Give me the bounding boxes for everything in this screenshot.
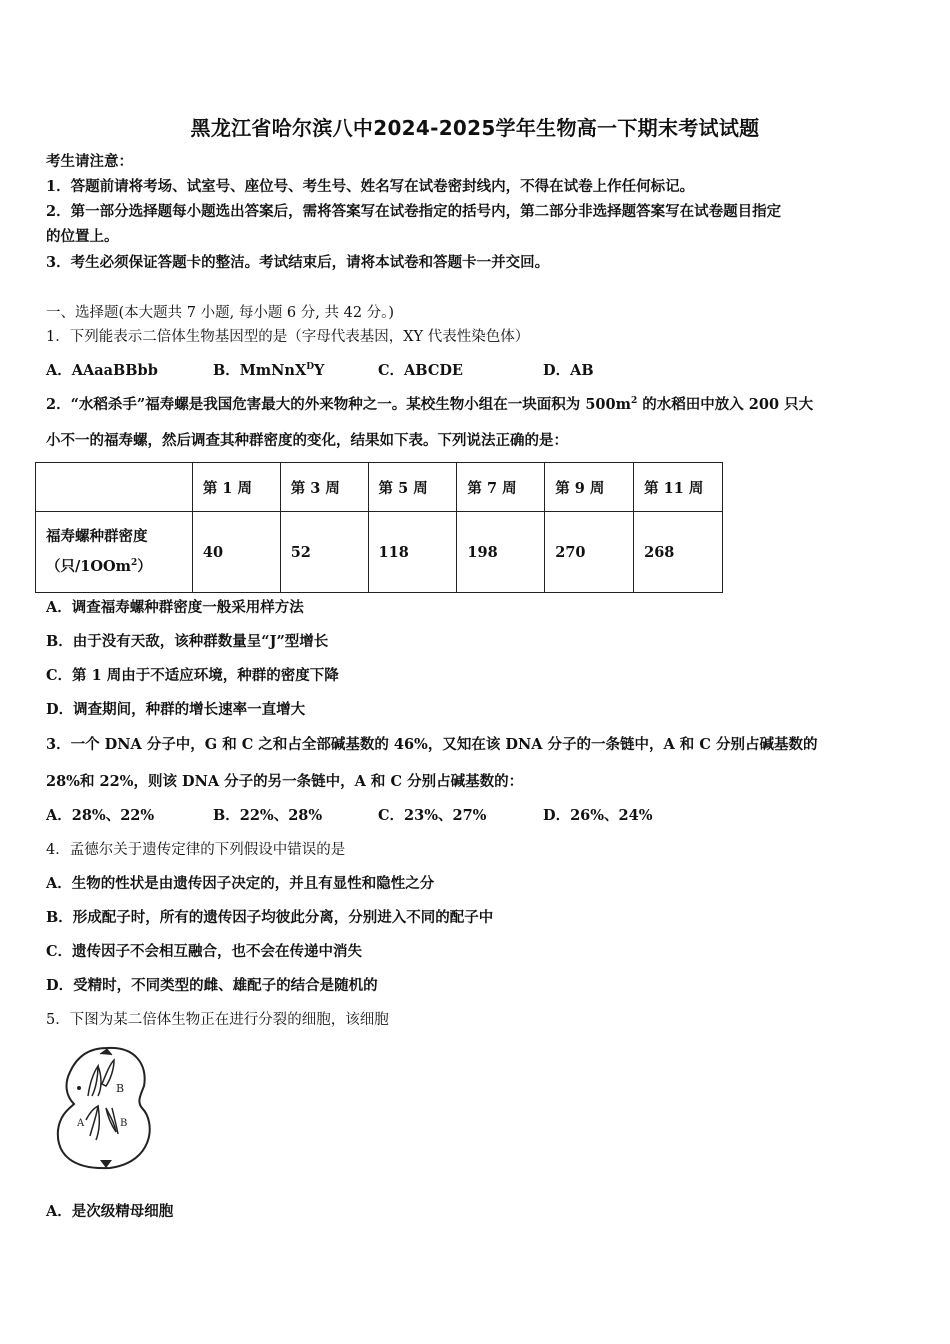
chromosome-upper-right xyxy=(102,1060,114,1086)
table-cell: 270 xyxy=(545,512,634,593)
q1-option-c: C．ABCDE xyxy=(378,362,463,379)
q3-option-d: D．26%、24% xyxy=(543,807,653,824)
q1-option-a: A．AAaaBBbb xyxy=(46,362,158,379)
table-header-cell: 第 5 周 xyxy=(368,463,457,512)
q5-stem: 5．下图为某二倍体生物正在进行分裂的细胞，该细胞 xyxy=(46,1012,389,1028)
table-header-cell: 第 11 周 xyxy=(634,463,723,512)
notice-item-3: 3．考生必须保证答题卡的整洁。考试结束后，请将本试卷和答题卡一并交回。 xyxy=(46,254,550,271)
table-header-cell: 第 3 周 xyxy=(280,463,368,512)
q4-stem: 4．孟德尔关于遗传定律的下列假设中错误的是 xyxy=(46,842,346,858)
spindle-pole-bottom xyxy=(100,1160,112,1168)
table-cell: 198 xyxy=(457,512,545,593)
table-header-cell: 第 1 周 xyxy=(192,463,280,512)
q2-option-c: C．第 1 周由于不适应环境，种群的密度下降 xyxy=(46,667,339,684)
q4-option-c: C．遗传因子不会相互融合，也不会在传递中消失 xyxy=(46,943,363,960)
table-row xyxy=(36,512,723,593)
table-cell: 268 xyxy=(634,512,723,593)
table-cell: 52 xyxy=(280,512,368,593)
q1-option-d: D．AB xyxy=(543,362,594,379)
q4-option-b: B．形成配子时，所有的遗传因子均彼此分离，分别进入不同的配子中 xyxy=(46,909,494,926)
q2-option-d: D．调查期间，种群的增长速率一直增大 xyxy=(46,701,306,718)
dividing-cell-figure xyxy=(52,1042,164,1174)
q5-option-a: A．是次级精母细胞 xyxy=(46,1203,174,1220)
section-heading: 一、选择题(本大题共 7 小题, 每小题 6 分, 共 42 分。) xyxy=(46,305,395,321)
q3-option-c: C．23%、27% xyxy=(378,807,487,824)
q3-option-b: B．22%、28% xyxy=(213,807,323,824)
population-density-table xyxy=(35,462,723,593)
chromosome-upper-left xyxy=(88,1066,98,1096)
table-corner-cell xyxy=(36,463,193,512)
q4-option-a: A．生物的性状是由遗传因子决定的，并且有显性和隐性之分 xyxy=(46,875,435,892)
table-header-cell: 第 7 周 xyxy=(457,463,545,512)
page-title: 黑龙江省哈尔滨八中2024-2025学年生物高一下期末考试试题 xyxy=(190,116,760,140)
q2-option-b: B．由于没有天敌，该种群数量呈“J”型增长 xyxy=(46,633,329,650)
table-header-row xyxy=(36,463,723,512)
table-header-cell: 第 9 周 xyxy=(545,463,634,512)
q3-stem-line-1: 3．一个 DNA 分子中，G 和 C 之和占全部碱基数的 46%，又知在该 DNA 分子的一条链中，A 和 C 分别占碱基数的 xyxy=(46,736,818,753)
table-cell: 118 xyxy=(368,512,457,593)
centriole-dot xyxy=(77,1086,81,1090)
q3-stem-line-2: 28%和 22%，则该 DNA 分子的另一条链中，A 和 C 分别占碱基数的： xyxy=(46,773,524,790)
notice-heading: 考生请注意： xyxy=(46,153,133,170)
table-cell: 40 xyxy=(192,512,280,593)
q2-option-a: A．调查福寿螺种群密度一般采用样方法 xyxy=(46,599,304,616)
q1-stem: 1．下列能表示二倍体生物基因型的是（字母代表基因，XY 代表性染色体） xyxy=(46,329,530,345)
cell-membrane xyxy=(58,1048,150,1168)
q1-option-b: B．MmNnX$^D$Y xyxy=(213,362,325,379)
notice-item-1: 1．答题前请将考场、试室号、座位号、考生号、姓名写在试卷密封线内，不得在试卷上作任何标记。 xyxy=(46,178,695,195)
gene-label-b-bottom: B xyxy=(120,1118,128,1129)
q3-option-a: A．28%、22% xyxy=(46,807,155,824)
gene-label-b-top: B xyxy=(116,1082,125,1095)
spindle-pole-top xyxy=(100,1049,112,1055)
chromosome-lower-left xyxy=(86,1106,98,1136)
q2-stem-line-1: 2．“水稻杀手”福寿螺是我国危害最大的外来物种之一。某校生物小组在一块面积为 $500m^2$ 的水稻田中放入 200 只大 xyxy=(46,396,814,413)
notice-item-2: 2．第一部分选择题每小题选出答案后，需将答案写在试卷指定的括号内，第二部分非选择题答案写在试卷题目指定 xyxy=(46,203,782,220)
gene-label-a: A xyxy=(77,1118,85,1129)
notice-item-2-cont: 的位置上。 xyxy=(46,228,119,245)
q4-option-d: D．受精时，不同类型的雌、雄配子的结合是随机的 xyxy=(46,977,378,994)
q2-stem-line-2: 小不一的福寿螺，然后调查其种群密度的变化，结果如下表。下列说法正确的是： xyxy=(46,432,568,449)
table-row-label: 福寿螺种群密度 （只/1OOm$^2$） xyxy=(36,512,193,593)
